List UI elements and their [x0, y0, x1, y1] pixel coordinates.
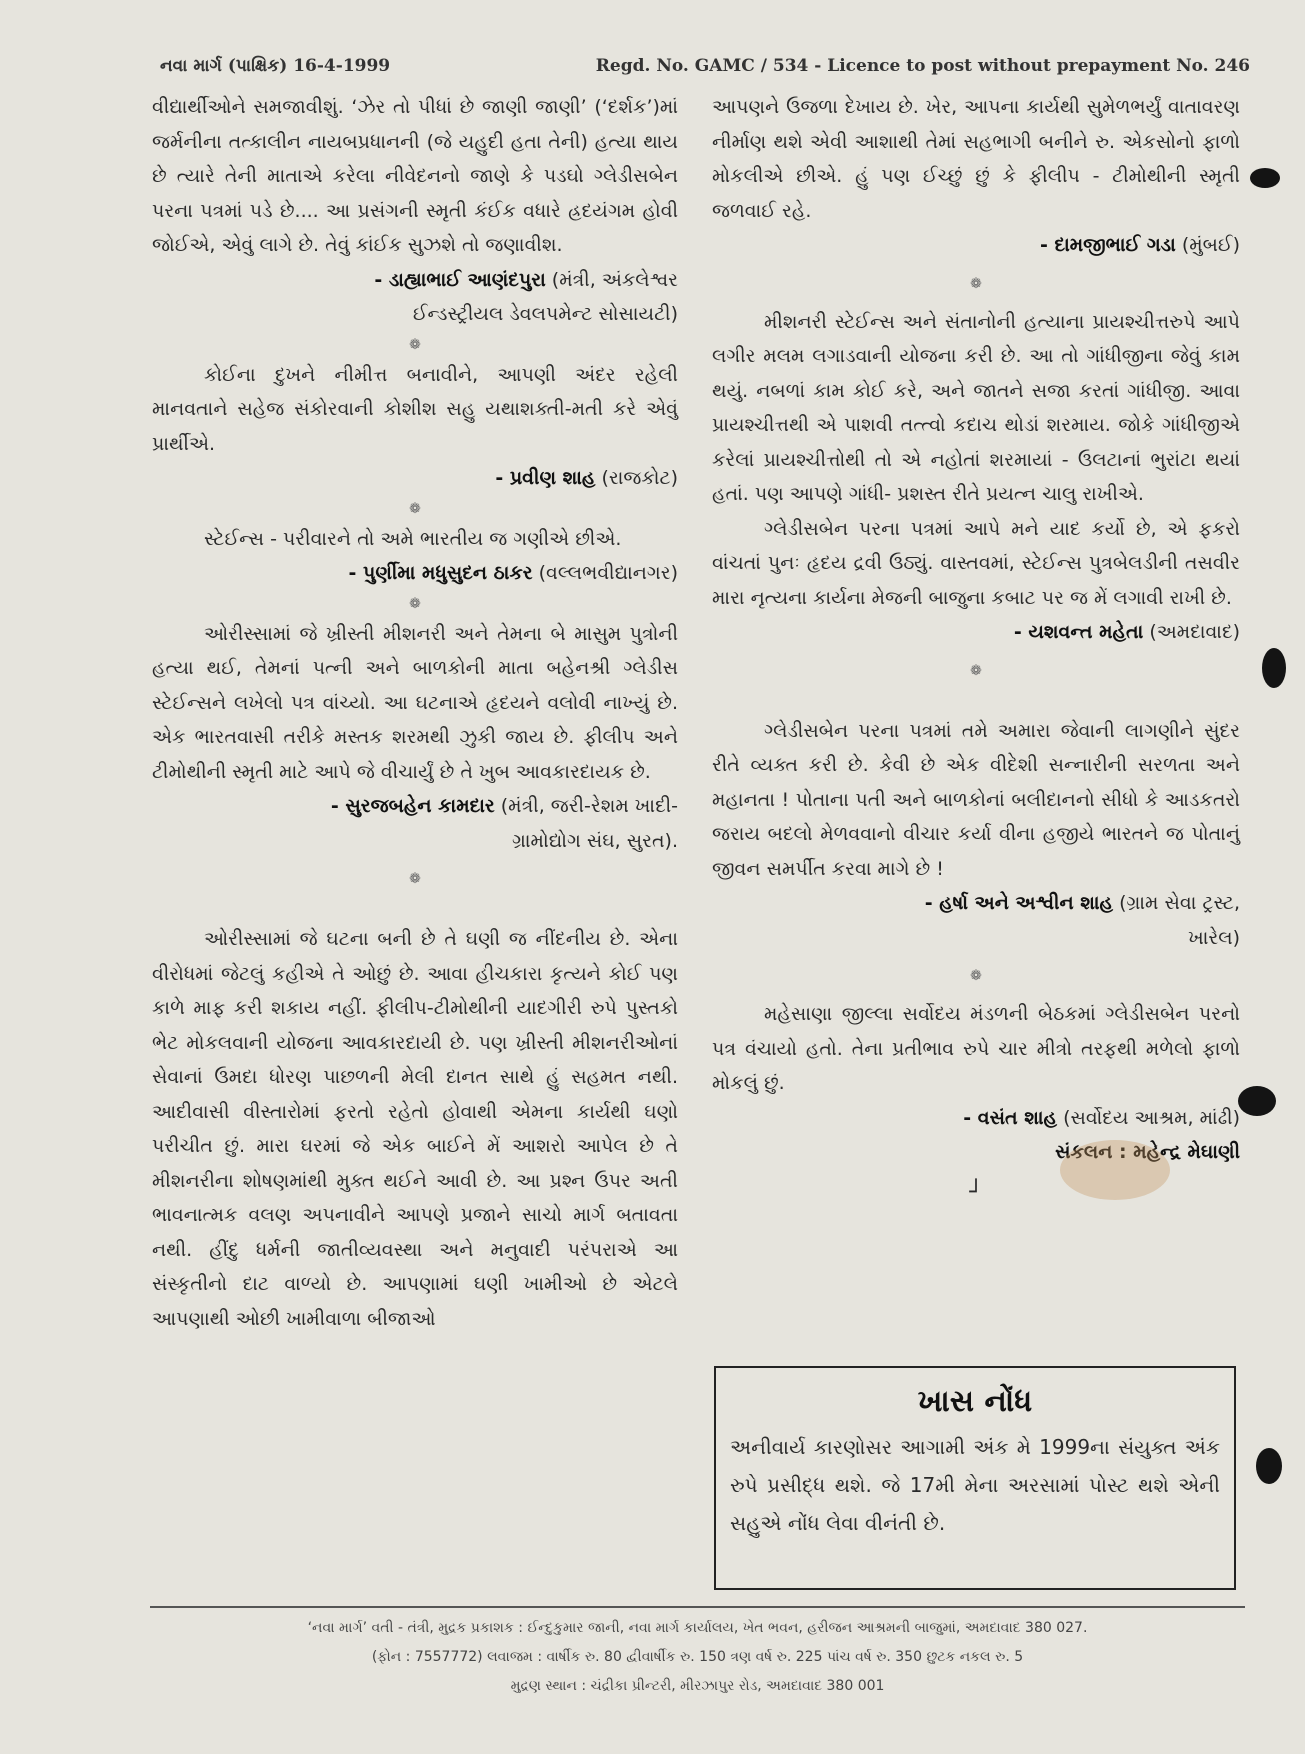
ink-blot-decoration — [1256, 1448, 1282, 1484]
letter-signature — [712, 615, 1240, 650]
separator-ornament: ❁ — [970, 968, 982, 984]
header-issue-info: નવા માર્ગ (પાક્ષિક) 16-4-1999 — [160, 56, 391, 76]
letter-body: કોઈના દુખને નીમીત્ત બનાવીને, આપણી અંદર રહેલી માનવતાને સહેજ સંકોરવાની કોશીશ સહુ યથાશક્તી-મતી કરે એવું પ્રાર્થીએ. — [152, 363, 678, 455]
footer-line: (ફોન : 7557772) લવાજમ : વાર્ષીક રુ. 80 દ્વીવાર્ષીક રુ. 150 ત્રણ વર્ષ રુ. 225 પાંચ વર્ષ રુ. 350 છુટક નકલ રુ. 5 — [371, 1649, 1024, 1665]
signature-name: - પુર્ણીમા મધુસુદન ઠાકર — [348, 562, 533, 584]
footer-line: ‘નવા માર્ગ’ વતી - તંત્રી, મુદ્રક પ્રકાશક : ઈન્દુકુમાર જાની, નવા માર્ગ કાર્યાલય, ખેત ભવન, હરીજન આશ્રમની બાજુમાં, અમદાવાદ 380 027. — [307, 1620, 1088, 1636]
letter-body: મીશનરી સ્ટેઈન્સ અને સંતાનોની હત્યાના પ્રાયશ્ચીત્તરુપે આપે લગીર મલમ લગાડવાની યોજના કરી છે. આ તો ગાંધીજીના જેવું કામ થયું. નબળાં કામ કોઈ કરે, અને જાતને સજા કરતાં ગાંધીજી. આવા પ્રાયશ્ચીત્તથી એ પાશવી તત્ત્વો કદાચ થોડાં શરમાય. જોકે ગાંધીજીએ કરેલાં પ્રાયશ્ચીત્તોથી તો એ નહોતાં શરમાયાં - ઉલટાનાં ભુરાંટા થયાં હતાં. પણ આપણે ગાંધી- પ્રશસ્ત રીતે પ્રયત્ન ચાલુ રાખીએ. — [712, 310, 1240, 505]
letter-body: સ્ટેઈન્સ - પરીવારને તો અમે ભારતીય જ ગણીએ છીએ. — [204, 527, 622, 550]
ink-blot-decoration — [1250, 168, 1280, 188]
signature-affiliation: (મંત્રી, જરી-રેશમ ખાદી- — [494, 795, 678, 817]
letter-body: વીદ્યાર્થીઓને સમજાવીશું. ‘ઝેર તો પીધાં છે જાણી જાણી’ (‘દર્શક’)માં જર્મનીના તત્કાલીન નાયબપ્રધાનની (જે યહુદી હતા તેની) હત્યા થાય છે ત્યારે તેની માતાએ કરેલા નીવેદનનો જાણે કે પડઘો ગ્લેડીસબેન પરના પત્રમાં પડે છે.... આ પ્રસંગની સ્મૃતી કંઈક વધારે હ્રદયંગમ હોવી જોઈએ, એવું લાગે છે. તેવું કાંઈક સુઝશે તો જણાવીશ. — [152, 96, 678, 256]
letter-signature — [152, 789, 678, 858]
letter-signature — [152, 263, 678, 332]
signature-affiliation-cont: ઈન્ડસ્ટ્રીયલ ડેવલપમેન્ટ સોસાયટી) — [412, 303, 678, 325]
letter-body: ઓરીસ્સામાં જે ખ્રીસ્તી મીશનરી અને તેમના બે માસુમ પુત્રોની હત્યા થઈ, તેમનાં પત્ની અને બાળકોની માતા બહેનશ્રી ગ્લેડીસ સ્ટેઈન્સને લખેલો પત્ર વાંચ્યો. આ ઘટનાએ હૃદયને વલોવી નાખ્યું છે. એક ભારતવાસી તરીકે મસ્તક શરમથી ઝુકી જાય છે. ફીલીપ અને ટીમોથીની સ્મૃતી માટે આપે જે વીચાર્યું છે તે ખુબ આવકારદાયક છે. — [152, 622, 678, 783]
header-registration: Regd. No. GAMC / 534 - Licence to post without prepayment No. 246 — [595, 56, 1250, 76]
separator-ornament: ❁ — [409, 595, 421, 612]
separator-ornament: ❁ — [970, 662, 982, 679]
signature-name: - વસંત શાહ — [963, 1106, 1058, 1129]
letter-body: મહેસાણા જીલ્લા સર્વોદય મંડળની બેઠકમાં ગ્લેડીસબેન પરનો પત્ર વંચાયો હતો. તેના પ્રતીભાવ રુપે ચાર મીત્રો તરફથી મળેલો ફાળો મોકલું છું. — [712, 1003, 1240, 1094]
letter-signature — [712, 228, 1240, 263]
letter-body: ગ્લેડીસબેન પરના પત્રમાં આપે મને યાદ કર્યો છે, એ ફકરો વાંચતાં પુનઃ હૃદય દ્રવી ઉઠ્યું. વાસ્તવમાં, સ્ટેઈન્સ પુત્રબેલડીની તસવીર મારા નૃત્યના કાર્યના મેજની બાજુના કબાટ પર જ મેં લગાવી રાખી છે. — [712, 517, 1240, 609]
letter-signature — [152, 461, 678, 496]
footer-divider — [150, 1606, 1245, 1608]
signature-affiliation: (અમદાવાદ) — [1143, 621, 1240, 643]
footer-line: મુદ્રણ સ્થાન : ચંદ્રીકા પ્રીન્ટરી, મીરઝાપુર રોડ, અમદાવાદ 380 001 — [510, 1678, 885, 1694]
page-footer — [150, 1614, 1245, 1701]
signature-affiliation: (ગ્રામ સેવા ટ્રસ્ટ, — [1113, 892, 1240, 914]
signature-affiliation-cont: ગ્રામોદ્યોગ સંઘ, સુરત). — [512, 829, 678, 852]
left-column — [152, 90, 678, 1336]
stain-decoration — [1060, 1140, 1170, 1200]
ink-blot-decoration — [1238, 1086, 1276, 1116]
right-column — [712, 90, 1240, 1210]
separator-ornament: ❁ — [970, 275, 982, 292]
compiler-name: મહેન્દ્ર મેઘાણી — [1133, 1141, 1240, 1163]
special-note-box — [714, 1366, 1236, 1590]
signature-affiliation-cont: ખારેલ) — [1188, 926, 1240, 949]
signature-name: - ડાહ્યાભાઈ આણંદપુરા — [374, 268, 546, 291]
signature-affiliation: (વલ્લભવીદ્યાનગર) — [532, 562, 678, 584]
spacer — [712, 692, 1240, 714]
separator-ornament: ❁ — [409, 500, 421, 517]
signature-name: - સુરજબહેન કામદાર — [330, 795, 495, 817]
special-note-title: ખાસ નોંધ — [917, 1384, 1033, 1419]
letter-body: ઓરીસ્સામાં જે ઘટના બની છે તે ઘણી જ નીંદનીય છે. એના વીરોધમાં જેટલું કહીએ તે ઓછું છે. આવા હીચકારા કૃત્યને કોઈ પણ કાળે માફ કરી શકાય નહીં. ફીલીપ-ટીમોથીની યાદગીરી રુપે પુસ્તકો ભેટ મોકલવાની યોજના આવકારદાયી છે. પણ ખ્રીસ્તી મીશનરીઓનાં સેવાનાં ઉમદા ધોરણ પાછળની મેલી દાનત સાથે હું સહમત નથી. આદીવાસી વીસ્તારોમાં ફરતો રહેતો હોવાથી એમના કાર્યથી ઘણો પરીચીત છું. મારા ઘરમાં જે એક બાઈને મેં આશરો આપેલ છે તે મીશનરીના શોષણમાંથી મુક્ત થઈને આવી છે. આ પ્રશ્ન ઉપર અતી ભાવનાત્મક વલણ અપનાવીને આપણે પ્રજાને સાચો માર્ગ બતાવતા નથી. હીંદુ ધર્મની જાતીવ્યવસ્થા અને મનુવાદી પરંપરાએ આ સંસ્કૃતીનો દાટ વાળ્યો છે. આપણામાં ઘણી ખામીઓ છે એટલે આપણાથી ઓછી ખામીવાળા બીજાઓ — [152, 928, 678, 1330]
letter-signature — [712, 1101, 1240, 1136]
separator-ornament: ❁ — [409, 871, 421, 887]
signature-affiliation: (મુંબઈ) — [1175, 234, 1240, 256]
letter-signature — [152, 556, 678, 591]
separator-ornament: ❁ — [409, 336, 421, 353]
spacer — [152, 900, 678, 922]
signature-name: - યશવન્ત મહેતા — [1013, 621, 1144, 643]
letter-signature — [712, 886, 1240, 955]
signature-name: - દામજીભાઈ ગડા — [1039, 234, 1176, 256]
letter-body: ગ્લેડીસબેન પરના પત્રમાં તમે અમારા જેવાની લાગણીને સુંદર રીતે વ્યક્ત કરી છે. કેવી છે એક વીદેશી સન્નારીની સરળતા અને મહાનતા ! પોતાના પતી અને બાળકોનાં બલીદાનનો સીધો કે આડકતરો જરાય બદલો મેળવવાનો વીચાર કર્યા વીના હજીયે ભારતને જ પોતાનું જીવન સમર્પીત કરવા માગે છે ! — [712, 719, 1240, 880]
signature-affiliation: (રાજકોટ) — [595, 467, 678, 489]
letter-body: આપણને ઉજળા દેખાય છે. ખેર, આપના કાર્યથી સુમેળભર્યું વાતાવરણ નીર્માણ થશે એવી આશાથી તેમાં સહભાગી બનીને રુ. એકસોનો ફાળો મોકલીએ છીએ. હું પણ ઈચ્છું છું કે ફીલીપ - ટીમોથીની સ્મૃતી જળવાઈ રહે. — [712, 96, 1240, 222]
ink-blot-decoration — [1262, 648, 1286, 688]
special-note-body: અનીવાર્ય કારણોસર આગામી અંક મે 1999ના સંયુક્ત અંક રુપે પ્રસીદ્ધ થશે. જે 17મી મેના અરસામાં પોસ્ટ થશે એની સહુએ નોંધ લેવા વીનંતી છે. — [730, 1435, 1220, 1535]
page-header — [140, 52, 1250, 80]
signature-affiliation: (સર્વોદય આશ્રમ, માંઢી) — [1057, 1106, 1240, 1129]
signature-name: - હર્ષા અને અશ્વીન શાહ — [924, 892, 1114, 914]
signature-affiliation: (મંત્રી, અંકલેશ્વર — [545, 268, 678, 291]
end-mark: ┘ — [969, 1179, 983, 1205]
signature-name: - પ્રવીણ શાહ — [495, 467, 596, 489]
compiler-label: સંકલન : — [1055, 1141, 1134, 1163]
